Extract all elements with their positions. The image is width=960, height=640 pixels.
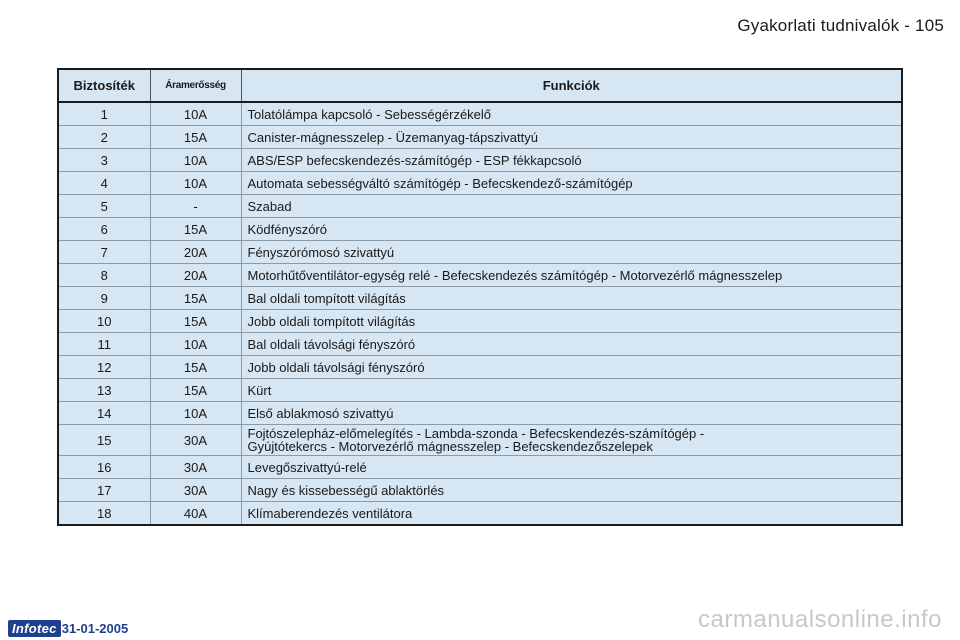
table-row — [58, 456, 902, 479]
header-amperage: Áramerősség — [150, 69, 241, 102]
table-row — [58, 502, 902, 526]
function-cell: ABS/ESP befecskendezés-számítógép - ESP fékkapcsoló — [241, 149, 902, 172]
function-cell: Tolatólámpa kapcsoló - Sebességérzékelő — [241, 102, 902, 126]
fuse-number-cell: 1 — [58, 102, 150, 126]
table-row — [58, 333, 902, 356]
function-cell: Levegőszivattyú-relé — [241, 456, 902, 479]
fuse-number-cell: 12 — [58, 356, 150, 379]
fuse-number-cell: 6 — [58, 218, 150, 241]
table-row — [58, 402, 902, 425]
fuse-number-cell: 9 — [58, 287, 150, 310]
fuse-number-cell: 18 — [58, 502, 150, 526]
watermark: carmanualsonline.info — [698, 606, 942, 633]
amperage-cell: 15A — [150, 379, 241, 402]
fuse-number-cell: 7 — [58, 241, 150, 264]
amperage-cell: 10A — [150, 333, 241, 356]
amperage-cell: 40A — [150, 502, 241, 526]
fuse-number-cell: 14 — [58, 402, 150, 425]
table-row — [58, 149, 902, 172]
function-cell: Canister-mágnesszelep - Üzemanyag-tápszivattyú — [241, 126, 902, 149]
fuse-number-cell: 17 — [58, 479, 150, 502]
amperage-cell: 30A — [150, 456, 241, 479]
table-row — [58, 264, 902, 287]
fuse-number-cell: 10 — [58, 310, 150, 333]
function-cell: Első ablakmosó szivattyú — [241, 402, 902, 425]
table-row — [58, 172, 902, 195]
footer-date: 31-01-2005 — [61, 621, 129, 636]
fuse-number-cell: 16 — [58, 456, 150, 479]
function-cell: Automata sebességváltó számítógép - Befecskendező-számítógép — [241, 172, 902, 195]
table-row — [58, 287, 902, 310]
amperage-cell: 15A — [150, 218, 241, 241]
fuse-number-cell: 8 — [58, 264, 150, 287]
function-cell: Ködfényszóró — [241, 218, 902, 241]
table-row — [58, 126, 902, 149]
function-cell: Jobb oldali távolsági fényszóró — [241, 356, 902, 379]
amperage-cell: 10A — [150, 172, 241, 195]
amperage-cell: 10A — [150, 102, 241, 126]
amperage-cell: 20A — [150, 264, 241, 287]
function-cell: Motorhűtőventilátor-egység relé - Befecskendezés számítógép - Motorvezérlő mágnesszelep — [241, 264, 902, 287]
table-row — [58, 195, 902, 218]
fuse-number-cell: 3 — [58, 149, 150, 172]
footer — [8, 620, 128, 637]
amperage-cell: 10A — [150, 402, 241, 425]
table-row — [58, 241, 902, 264]
amperage-cell: 30A — [150, 479, 241, 502]
table-row — [58, 310, 902, 333]
table-row — [58, 218, 902, 241]
table-row — [58, 356, 902, 379]
header-functions: Funkciók — [241, 69, 902, 102]
infotec-logo: Infotec — [8, 620, 61, 637]
function-cell: Bal oldali távolsági fényszóró — [241, 333, 902, 356]
function-cell: Fojtószelepház-előmelegítés - Lambda-szonda - Befecskendezés-számítógép - Gyújtótekercs - Motorvezérlő mágnesszelep - Befecskendezőszelepek — [241, 425, 902, 456]
amperage-cell: 10A — [150, 149, 241, 172]
table-row — [58, 102, 902, 126]
function-cell: Jobb oldali tompított világítás — [241, 310, 902, 333]
table-body — [58, 102, 902, 525]
table-row — [58, 479, 902, 502]
function-cell: Fényszórómosó szivattyú — [241, 241, 902, 264]
table-row — [58, 379, 902, 402]
function-cell: Kürt — [241, 379, 902, 402]
table-row — [58, 425, 902, 456]
fuse-number-cell: 4 — [58, 172, 150, 195]
amperage-cell: 15A — [150, 287, 241, 310]
amperage-cell: 30A — [150, 425, 241, 456]
fuse-number-cell: 15 — [58, 425, 150, 456]
fuse-table — [57, 68, 903, 526]
amperage-cell: 15A — [150, 310, 241, 333]
function-cell: Bal oldali tompított világítás — [241, 287, 902, 310]
amperage-cell: - — [150, 195, 241, 218]
function-cell: Klímaberendezés ventilátora — [241, 502, 902, 526]
page-title: Gyakorlati tudnivalók - 105 — [737, 16, 944, 35]
amperage-cell: 20A — [150, 241, 241, 264]
fuse-number-cell: 11 — [58, 333, 150, 356]
fuse-number-cell: 13 — [58, 379, 150, 402]
function-cell: Szabad — [241, 195, 902, 218]
fuse-number-cell: 5 — [58, 195, 150, 218]
amperage-cell: 15A — [150, 126, 241, 149]
function-cell: Nagy és kissebességű ablaktörlés — [241, 479, 902, 502]
fuse-number-cell: 2 — [58, 126, 150, 149]
amperage-cell: 15A — [150, 356, 241, 379]
header-fuse: Biztosíték — [58, 69, 150, 102]
table-header-row — [58, 69, 902, 102]
